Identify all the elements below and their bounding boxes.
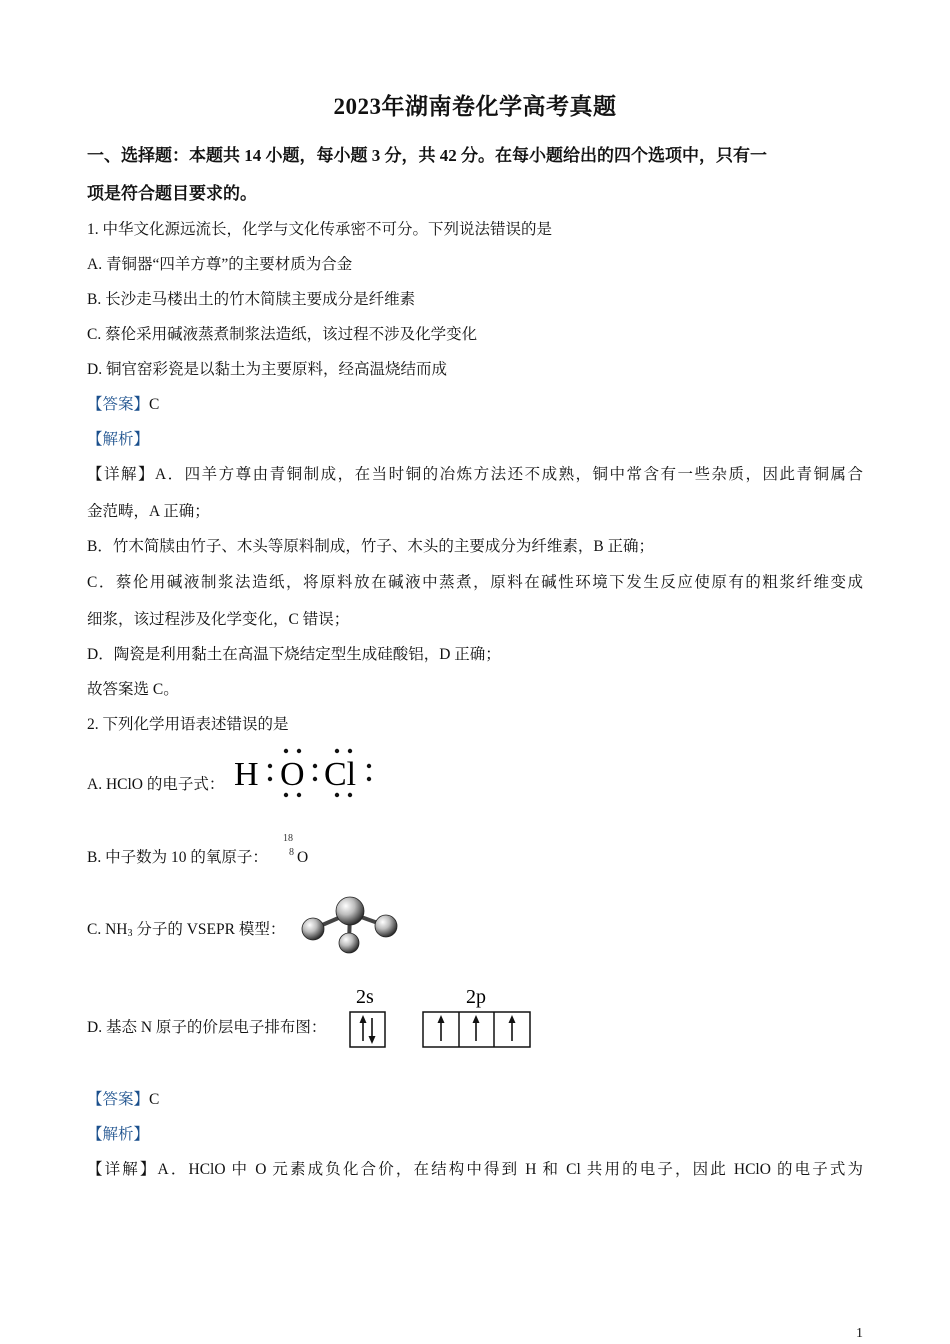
q1-option-d: D. 铜官窑彩瓷是以黏土为主要原料，经高温烧结而成 bbox=[87, 361, 447, 378]
formula-cl: Cl bbox=[324, 756, 357, 793]
orbital-label-2p: 2p bbox=[466, 986, 486, 1008]
q1-detail-b: B．竹木简牍由竹子、木头等原料制成，竹子、木头的主要成分为纤维素，B 正确； bbox=[87, 538, 655, 555]
q1-option-a: A. 青铜器“四羊方尊”的主要材质为合金 bbox=[87, 256, 353, 273]
q1-option-b: B. 长沙走马楼出土的竹木简牍主要成分是纤维素 bbox=[87, 291, 416, 308]
q2-detail-a bbox=[87, 1160, 863, 1180]
q1-detail-d: D．陶瓷是利用黏土在高温下烧结定型生成硅酸铝，D 正确； bbox=[87, 646, 501, 663]
answer-tag: 【答案】 bbox=[87, 1091, 150, 1108]
hclo-electron-formula bbox=[232, 745, 377, 801]
q2-stem: 2. 下列化学用语表述错误的是 bbox=[87, 716, 289, 733]
page-number: 1 bbox=[856, 1326, 863, 1341]
c-label-prefix: C. NH bbox=[87, 921, 128, 938]
answer-tag: 【答案】 bbox=[87, 396, 150, 413]
q2-analysis-tag bbox=[87, 1125, 149, 1145]
answer-value: C bbox=[149, 1091, 160, 1108]
page-title: 2023年湖南卷化学高考真题 bbox=[333, 94, 617, 119]
analysis-tag: 【解析】 bbox=[87, 431, 150, 448]
q2-option-b-label: B. 中子数为 10 的氧原子： bbox=[87, 849, 268, 866]
analysis-tag: 【解析】 bbox=[87, 1126, 150, 1143]
formula-o: O bbox=[280, 756, 305, 793]
q1-detail-a-line-2: 金范畴，A 正确； bbox=[87, 503, 210, 520]
orbital-label-2s: 2s bbox=[356, 986, 374, 1008]
q1-analysis-tag bbox=[87, 430, 149, 450]
q2-option-c-label bbox=[87, 920, 285, 944]
q2-option-a-label: A. HClO 的电子式： bbox=[87, 776, 225, 793]
nitrogen-orbital-diagram bbox=[346, 983, 536, 1051]
q1-detail-a-line-1 bbox=[87, 465, 863, 485]
formula-h: H bbox=[234, 756, 259, 793]
c-label-subscript: 3 bbox=[127, 928, 133, 939]
section-heading-line-1: 一、选择题：本题共 14 小题，每小题 3 分，共 42 分。在每小题给出的四个选项中，只有一 bbox=[87, 146, 767, 165]
section-heading-line-2: 项是符合题目要求的。 bbox=[87, 184, 257, 203]
isotope-symbol: O bbox=[297, 849, 309, 866]
q1-option-c: C. 蔡伦采用碱液蒸煮制浆法造纸，该过程不涉及化学变化 bbox=[87, 326, 478, 343]
detail-a-text: A．HClO 中 O 元素成负化合价，在结构中得到 H 和 Cl 共用的电子，因此 HClO 的电子式为 bbox=[157, 1161, 863, 1178]
detail-tag: 【详解】 bbox=[87, 1161, 158, 1178]
q1-detail-c-line-1: C．蔡伦用碱液制浆法造纸，将原料放在碱液中蒸煮，原料在碱性环境下发生反应使原有的粗浆纤维变成 bbox=[87, 574, 863, 591]
nh3-vsepr-model-image bbox=[298, 893, 402, 957]
isotope-atomic-number: 8 bbox=[289, 847, 294, 858]
q2-option-d-label: D. 基态 N 原子的价层电子排布图： bbox=[87, 1019, 327, 1036]
detail-tag: 【详解】 bbox=[87, 466, 155, 483]
isotope-mass-number: 18 bbox=[283, 833, 293, 844]
q1-detail-c-line-2: 细浆，该过程涉及化学变化，C 错误； bbox=[87, 611, 350, 628]
answer-value: C bbox=[149, 396, 160, 413]
q1-conclusion: 故答案选 C。 bbox=[87, 681, 179, 698]
q2-answer bbox=[87, 1090, 159, 1110]
q1-stem: 1. 中华文化源远流长，化学与文化传承密不可分。下列说法错误的是 bbox=[87, 221, 553, 238]
detail-a-text: A．四羊方尊由青铜制成，在当时铜的冶炼方法还不成熟，铜中常含有一些杂质，因此青铜属合 bbox=[154, 466, 863, 483]
c-label-suffix: 分子的 VSEPR 模型： bbox=[132, 921, 286, 938]
q1-answer bbox=[87, 395, 159, 415]
